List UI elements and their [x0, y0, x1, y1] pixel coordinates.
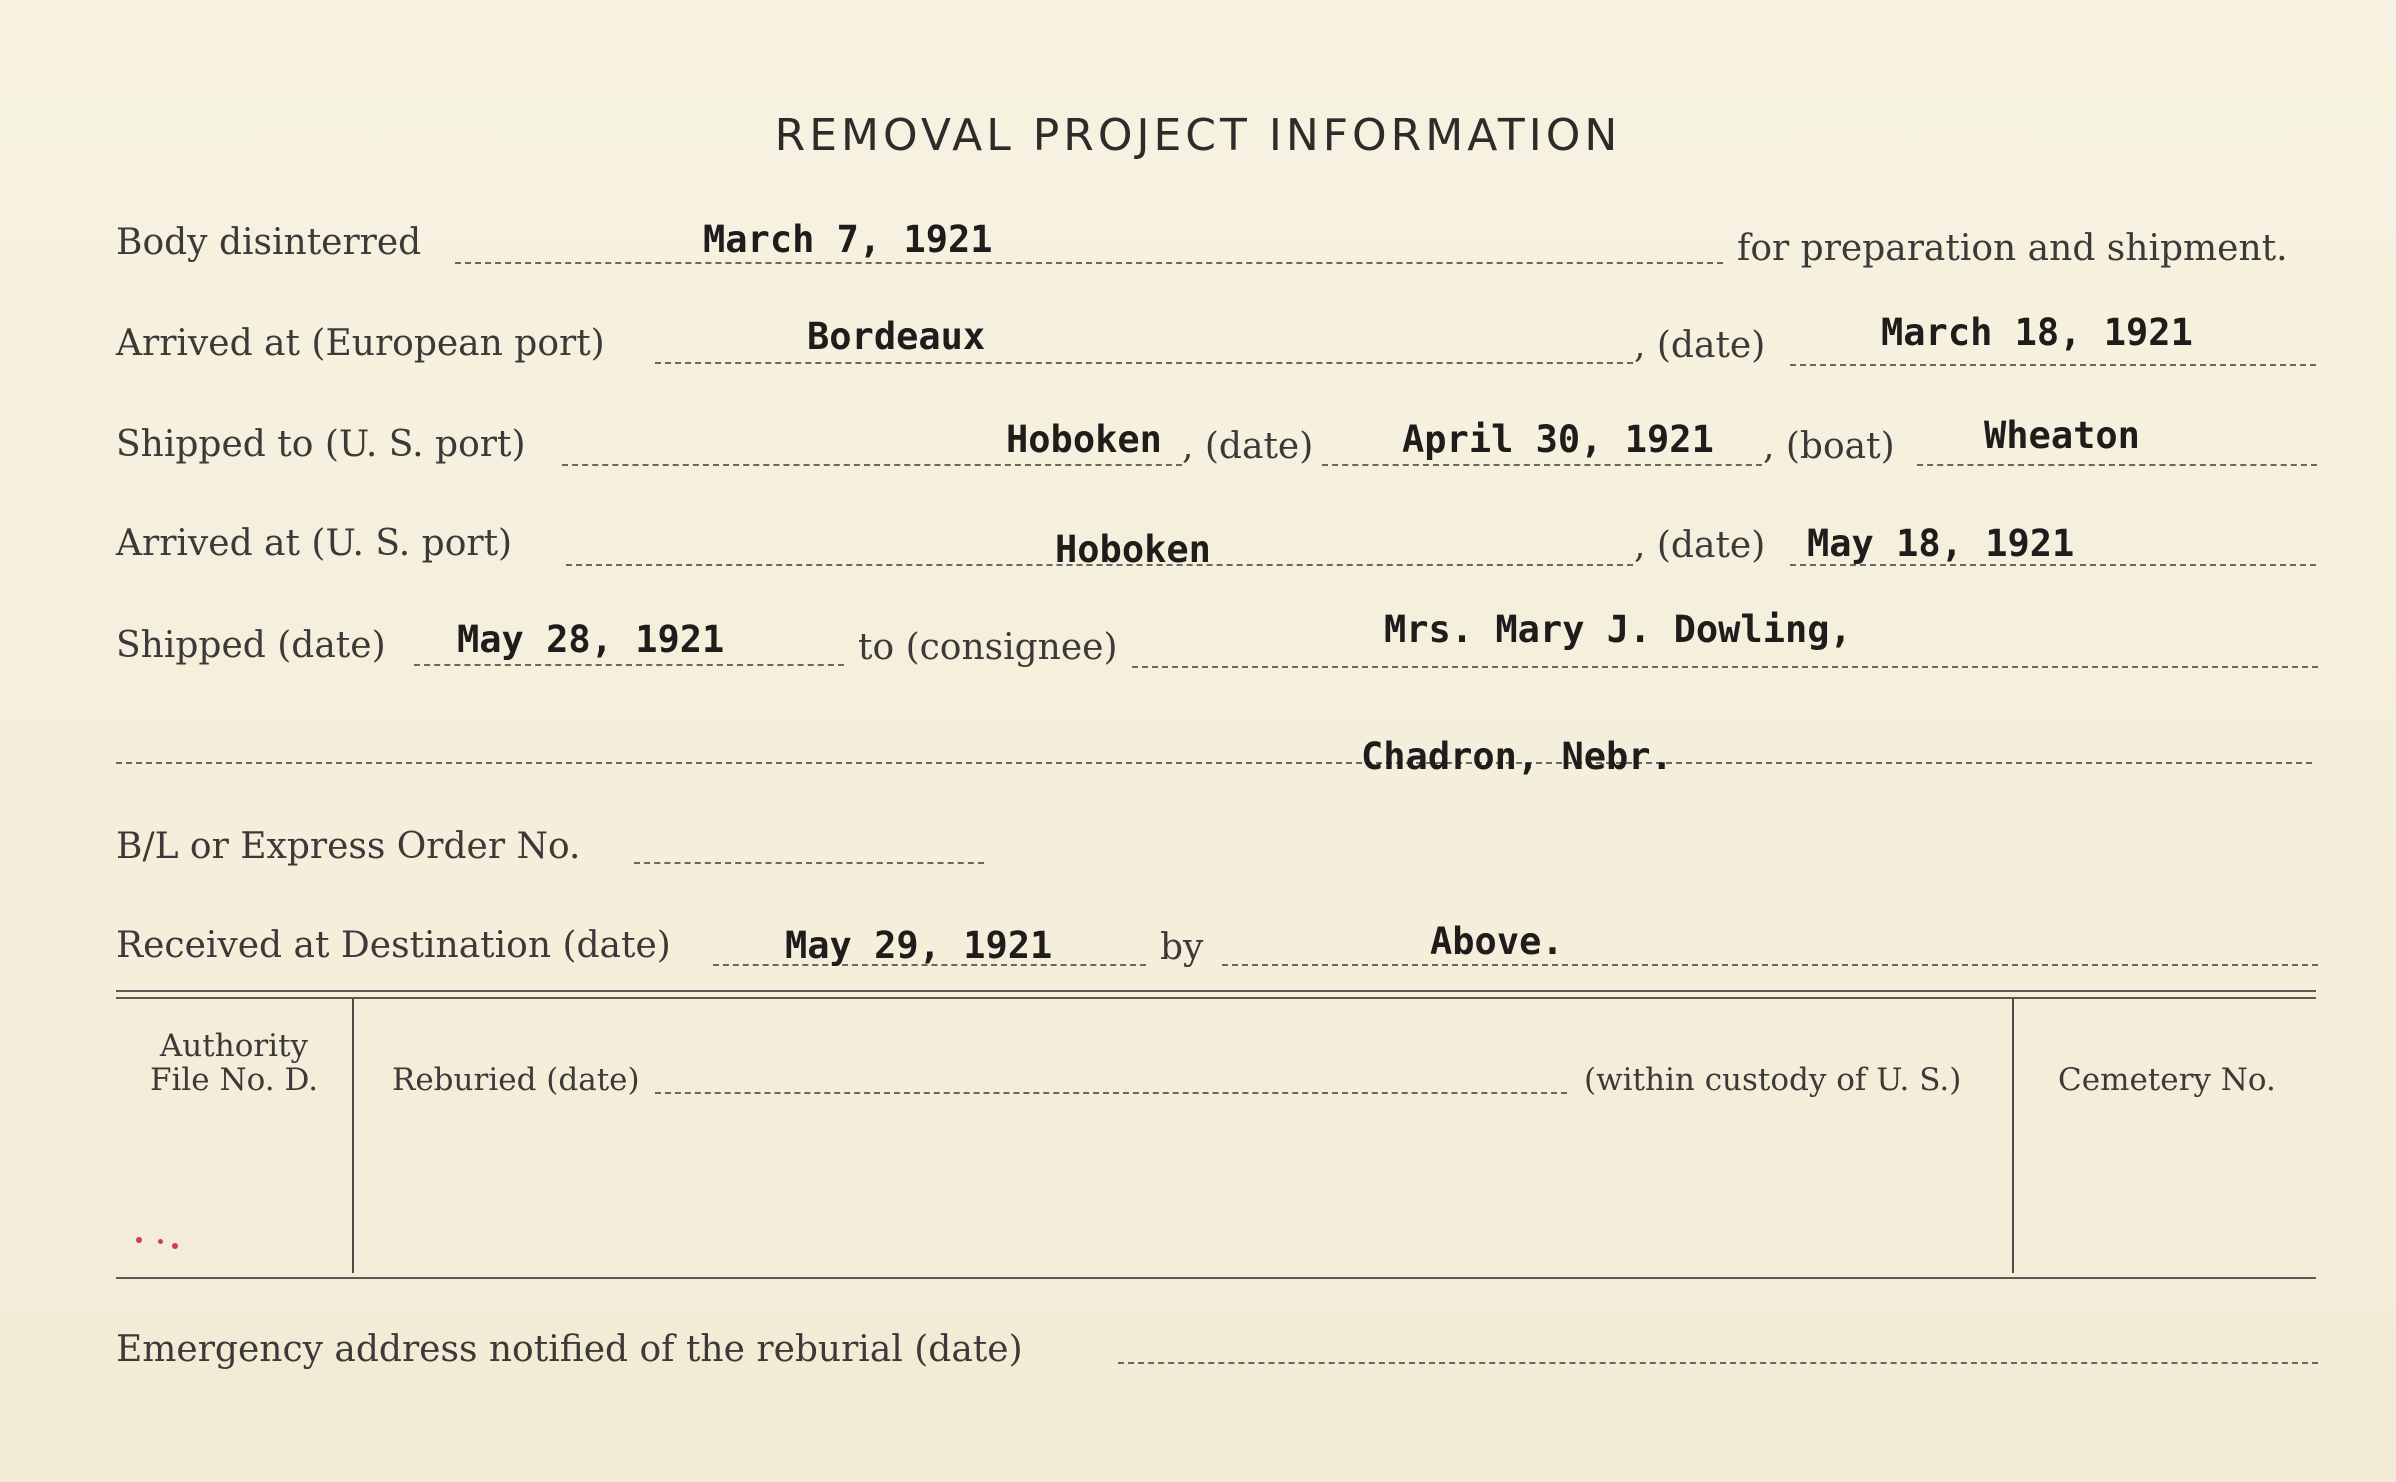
european-port-label: Arrived at (European port) [116, 323, 605, 364]
european-date-label: , (date) [1634, 325, 1766, 366]
european-port-line [655, 362, 1633, 364]
us-arrived-date-label: , (date) [1634, 525, 1766, 566]
emergency-address-label: Emergency address notified of the reburial (date) [116, 1329, 1023, 1370]
european-port-value: Bordeaux [807, 315, 986, 358]
body-disinterred-label: Body disinterred [116, 222, 422, 263]
reburied-line [655, 1092, 1567, 1094]
boat-line [1917, 464, 2317, 466]
express-order-line [634, 862, 984, 864]
received-by-label: by [1160, 927, 1204, 968]
received-by-line [1222, 964, 2318, 966]
consignee-line [1132, 666, 2318, 668]
red-ink-mark-3 [172, 1243, 178, 1249]
us-arrived-date-value: May 18, 1921 [1807, 522, 2075, 565]
shipped-date-label: Shipped (date) [116, 625, 386, 666]
body-disinterred-line [455, 262, 1723, 264]
us-port-shipped-label: Shipped to (U. S. port) [116, 424, 526, 465]
authority-label-line1: Authority [159, 1028, 309, 1064]
shipped-date-value: May 28, 1921 [457, 618, 725, 661]
consignee-address-value: Chadron, Nebr. [1361, 735, 1673, 778]
box-bottom-rule [116, 1277, 2316, 1279]
red-ink-mark-2 [158, 1239, 163, 1244]
authority-label-line2: File No. D. [149, 1062, 319, 1098]
us-shipped-date-label: , (date) [1182, 426, 1314, 467]
consignee-label: to (consignee) [858, 627, 1118, 668]
consignee-value: Mrs. Mary J. Dowling, [1384, 608, 1852, 651]
us-port-shipped-value: Hoboken [1006, 418, 1162, 461]
box-divider-right [2012, 999, 2014, 1273]
received-by-value: Above. [1430, 920, 1564, 963]
box-divider-left [352, 999, 354, 1273]
received-date-value: May 29, 1921 [785, 924, 1053, 967]
body-disinterred-value: March 7, 1921 [703, 218, 993, 261]
shipped-date-line [414, 664, 844, 666]
boat-value: Wheaton [1984, 414, 2140, 457]
us-port-arrived-value: Hoboken [1055, 528, 1211, 571]
boat-label: , (boat) [1763, 426, 1895, 467]
express-order-label: B/L or Express Order No. [116, 826, 581, 867]
address-line [116, 762, 2312, 764]
reburied-label: Reburied (date) [392, 1062, 640, 1098]
european-date-line [1790, 364, 2316, 366]
custody-label: (within custody of U. S.) [1584, 1062, 1962, 1098]
cemetery-number-label: Cemetery No. [2058, 1062, 2276, 1098]
received-destination-label: Received at Destination (date) [116, 925, 671, 966]
preparation-shipment-label: for preparation and shipment. [1737, 228, 2288, 269]
us-shipped-date-value: April 30, 1921 [1402, 418, 1714, 461]
us-port-arrived-label: Arrived at (U. S. port) [116, 523, 513, 564]
red-ink-mark [136, 1237, 142, 1243]
box-top-rule [116, 990, 2316, 992]
european-date-value: March 18, 1921 [1881, 311, 2193, 354]
us-shipped-date-line [1322, 464, 1762, 466]
emergency-address-line [1118, 1362, 2318, 1364]
box-top-rule-2 [116, 997, 2316, 999]
us-port-shipped-line [562, 464, 1182, 466]
card-title: REMOVAL PROJECT INFORMATION [774, 110, 1622, 161]
